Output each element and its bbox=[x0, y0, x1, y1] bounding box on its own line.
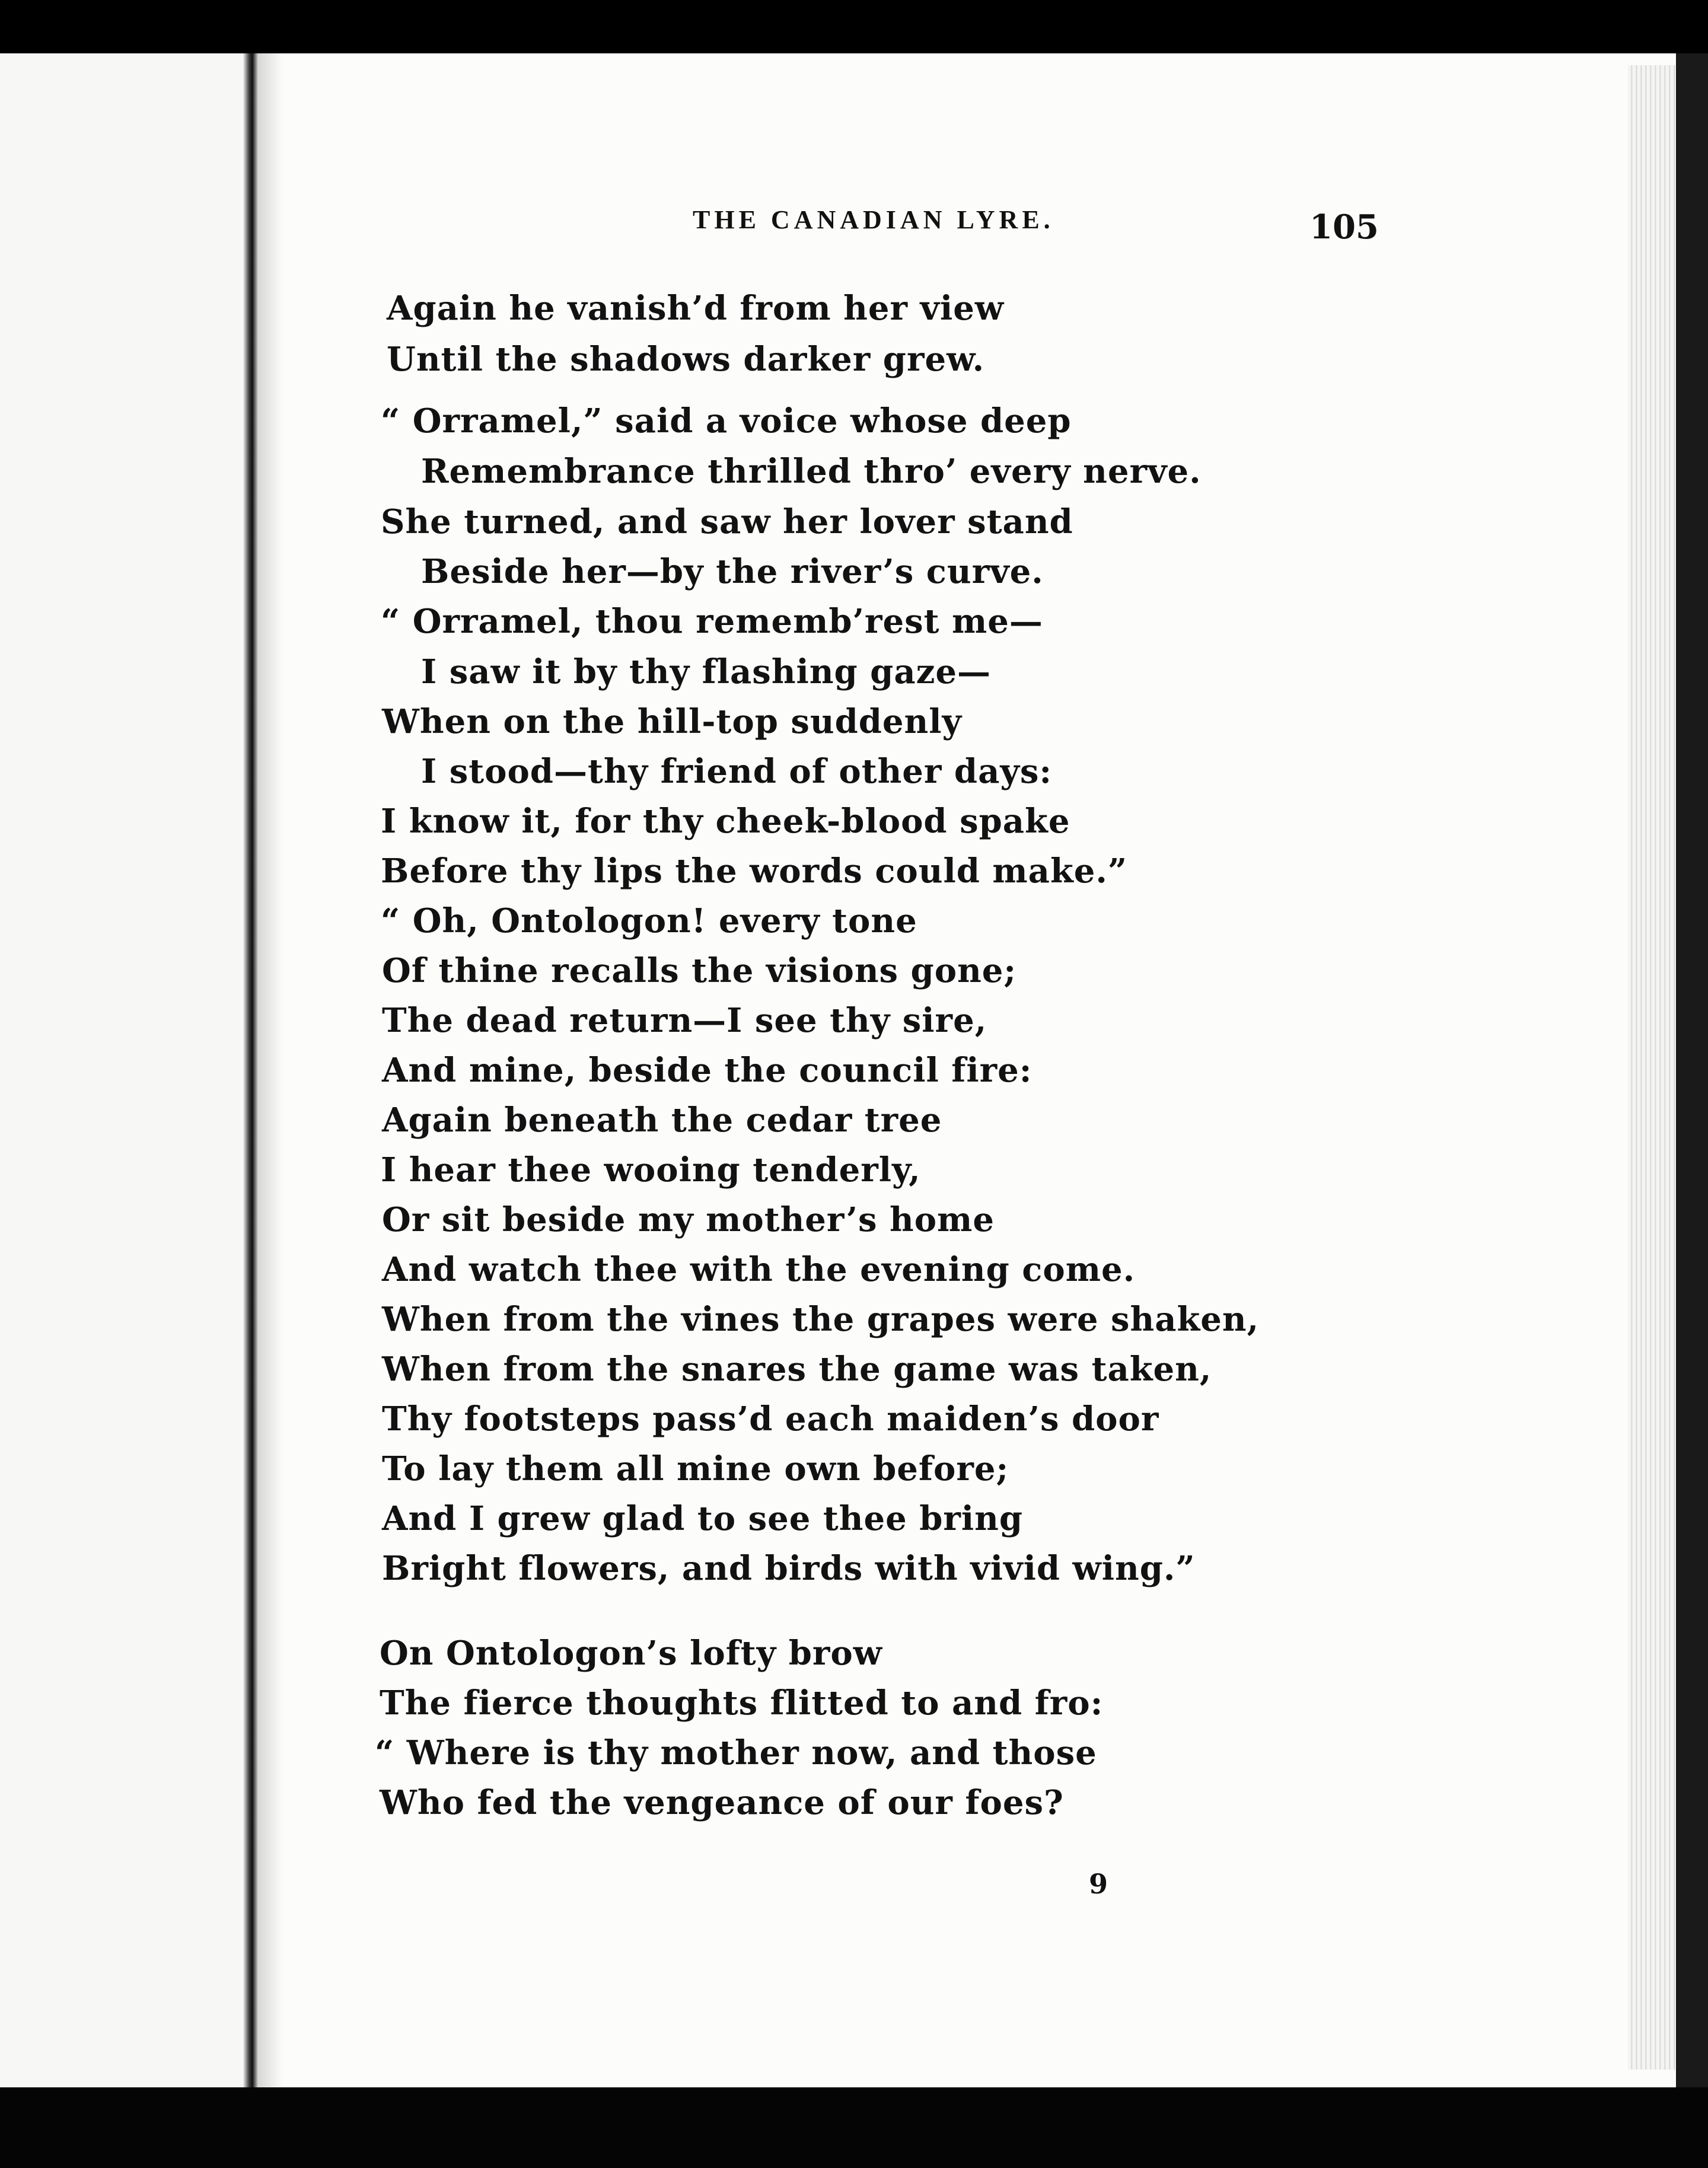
poem-line: “ Orramel,” said a voice whose deep bbox=[381, 401, 1072, 441]
page-number: 105 bbox=[1309, 208, 1379, 247]
signature-mark: 9 bbox=[1089, 1868, 1108, 1900]
poem-line: I hear thee wooing tenderly, bbox=[381, 1150, 921, 1190]
poem-line: When on the hill-top suddenly bbox=[382, 702, 963, 741]
poem-line: When from the snares the game was taken, bbox=[382, 1350, 1212, 1389]
poem-line: And mine, beside the council fire: bbox=[382, 1051, 1033, 1090]
poem-line: I saw it by thy flashing gaze— bbox=[421, 652, 992, 691]
poem-line: I stood—thy friend of other days: bbox=[421, 752, 1053, 791]
poem-line: Of thine recalls the visions gone; bbox=[382, 951, 1017, 990]
poem-line: Beside her—by the river’s curve. bbox=[421, 552, 1044, 591]
gutter-binding bbox=[243, 53, 259, 2093]
poem-line: To lay them all mine own before; bbox=[382, 1449, 1009, 1488]
poem-line: “ Where is thy mother now, and those bbox=[375, 1733, 1097, 1772]
poem-line: Bright flowers, and birds with vivid wing.” bbox=[382, 1549, 1196, 1588]
poem-line: And watch thee with the evening come. bbox=[382, 1250, 1136, 1289]
poem-line: On Ontologon’s lofty brow bbox=[380, 1634, 882, 1673]
poem-line: Until the shadows darker grew. bbox=[387, 340, 985, 379]
poem-line: “ Orramel, thou rememb’rest me— bbox=[381, 602, 1043, 641]
poem-line: Thy footsteps pass’d each maiden’s door bbox=[382, 1399, 1159, 1439]
poem-line: The fierce thoughts flitted to and fro: bbox=[380, 1684, 1104, 1723]
poem-line: Remembrance thrilled thro’ every nerve. bbox=[421, 452, 1202, 491]
poem-line: The dead return—I see thy sire, bbox=[382, 1001, 987, 1040]
poem-line: And I grew glad to see thee bring bbox=[382, 1499, 1024, 1538]
poem-line: Before thy lips the words could make.” bbox=[381, 852, 1128, 891]
poem-line: Again beneath the cedar tree bbox=[382, 1101, 942, 1140]
poem-line: Who fed the vengeance of our foes? bbox=[380, 1783, 1064, 1822]
left-page-edge bbox=[0, 53, 252, 2093]
poem-line: “ Oh, Ontologon! every tone bbox=[381, 901, 917, 940]
running-title: THE CANADIAN LYRE. bbox=[693, 205, 1054, 234]
scan-border-right bbox=[1676, 53, 1708, 2093]
poem-line: I know it, for thy cheek-blood spake bbox=[381, 802, 1070, 841]
poem-line: When from the vines the grapes were shaken, bbox=[382, 1300, 1260, 1339]
scan-border-bottom bbox=[0, 2087, 1708, 2168]
poem-line: Or sit beside my mother’s home bbox=[382, 1200, 995, 1239]
gutter-shadow bbox=[259, 53, 282, 2093]
page-fore-edge bbox=[1628, 65, 1675, 2070]
poem-line: Again he vanish’d from her view bbox=[387, 289, 1005, 328]
poem-line: She turned, and saw her lover stand bbox=[381, 502, 1073, 541]
